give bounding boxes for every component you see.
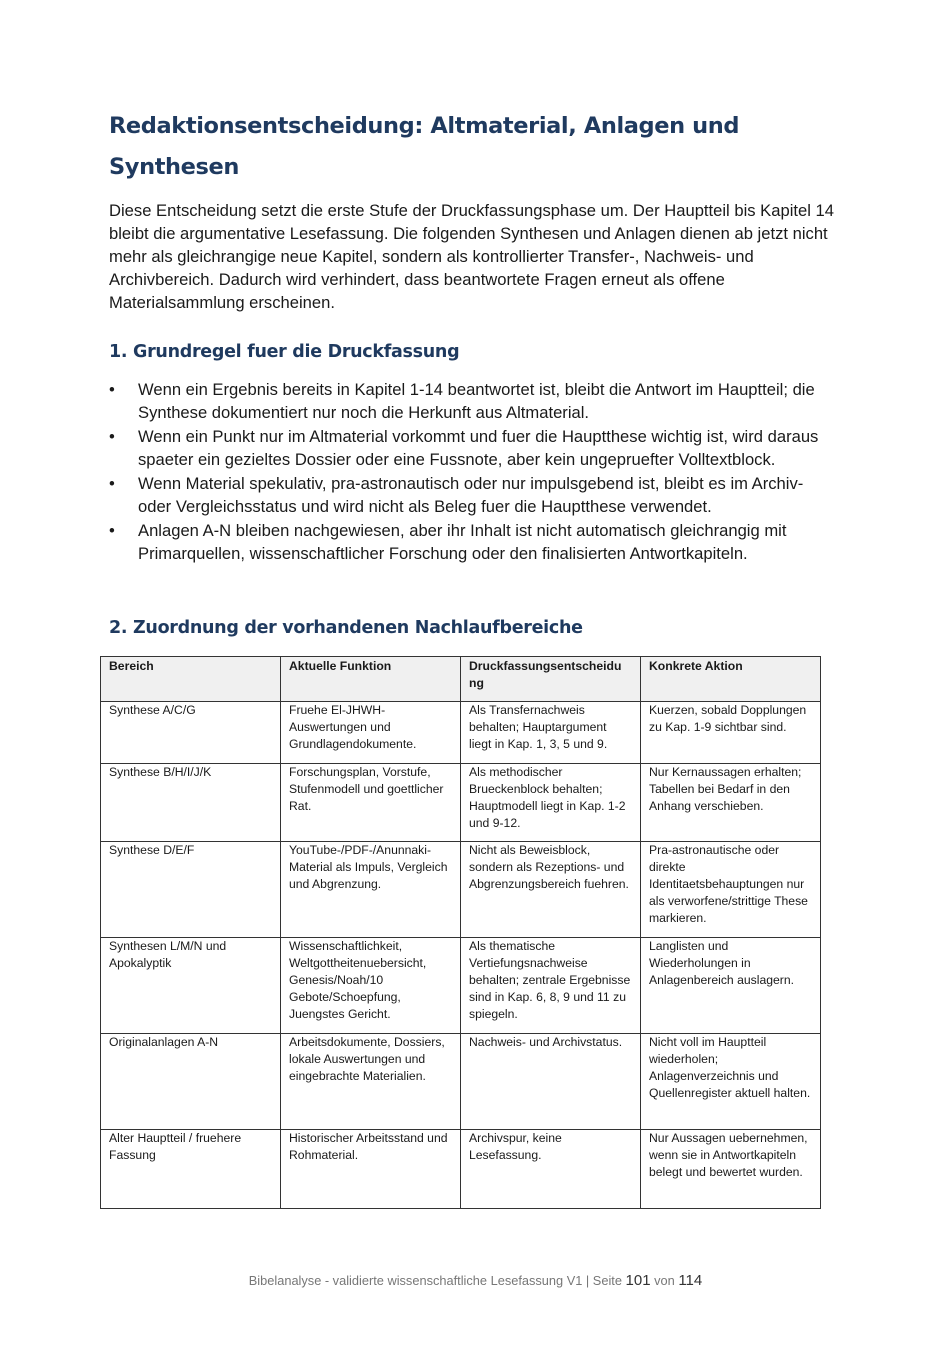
table-cell: Kuerzen, sobald Dopplungen zu Kap. 1-9 sichtbar sind. xyxy=(641,702,821,764)
table-row xyxy=(101,938,821,1034)
table-cell: Nur Kernaussagen erhalten; Tabellen bei Bedarf in den Anhang verschieben. xyxy=(641,764,821,842)
bullet-icon: • xyxy=(109,474,115,493)
table-row xyxy=(101,1034,821,1130)
table-cell: Fruehe El-JHWH-Auswertungen und Grundlagendokumente. xyxy=(281,702,461,764)
intro-paragraph: Diese Entscheidung setzt die erste Stufe der Druckfassungsphase um. Der Hauptteil bis Kapitel 14 bleibt die argumentative Lesefassung. Die folgenden Synthesen und Anlagen dienen ab jetzt nicht mehr als gleichrangige neue Kapitel, sondern als kontrollierter Transfer-, Nachweis- und Archivbereich. Dadurch wird verhindert, dass beantwortete Fragen erneut als offene Materialsammlung erscheinen. xyxy=(109,201,834,312)
table-cell: Nur Aussagen uebernehmen, wenn sie in Antwortkapiteln belegt und bewertet wurden. xyxy=(641,1130,821,1209)
table-cell: Als thematische Vertiefungsnachweise behalten; zentrale Ergebnisse sind in Kap. 6, 8, 9 und 11 zu spiegeln. xyxy=(461,938,641,1034)
column-header-bereich: Bereich xyxy=(101,657,281,702)
table-cell: Als methodischer Brueckenblock behalten; Hauptmodell liegt in Kap. 1-2 und 9-12. xyxy=(461,764,641,842)
table-row xyxy=(101,764,821,842)
table-cell: Alter Hauptteil / fruehere Fassung xyxy=(101,1130,281,1209)
table-cell: Nicht voll im Hauptteil wiederholen; Anlagenverzeichnis und Quellenregister aktuell halten. xyxy=(641,1034,821,1130)
table-cell: Langlisten und Wiederholungen in Anlagenbereich auslagern. xyxy=(641,938,821,1034)
list-item-text: Wenn ein Punkt nur im Altmaterial vorkommt und fuer die Hauptthese wichtig ist, wird daraus spaeter ein gezieltes Dossier oder eine Fussnote, aber kein ungepruefter Volltextblock. xyxy=(138,427,819,469)
list-item xyxy=(109,519,839,565)
list-item xyxy=(109,378,839,424)
table-cell: Synthesen L/M/N und Apokalyptik xyxy=(101,938,281,1034)
column-header-entscheidung: Druckfassungsentscheidu ng xyxy=(461,657,641,702)
list-item xyxy=(109,425,839,471)
table-row xyxy=(101,1130,821,1209)
section-heading-zuordnung: 2. Zuordnung der vorhandenen Nachlaufbereiche xyxy=(109,618,583,638)
section-heading-grundregel: 1. Grundregel fuer die Druckfassung xyxy=(109,342,460,362)
table-cell: Wissenschaftlichkeit, Weltgottheitenuebersicht, Genesis/Noah/10 Gebote/Schoepfung, Juengstes Gericht. xyxy=(281,938,461,1034)
table-cell: YouTube-/PDF-/Anunnaki-Material als Impuls, Vergleich und Abgrenzung. xyxy=(281,842,461,938)
page-footer xyxy=(0,1272,951,1289)
table-cell: Arbeitsdokumente, Dossiers, lokale Auswertungen und eingebrachte Materialien. xyxy=(281,1034,461,1130)
table-row xyxy=(101,702,821,764)
table-cell: Historischer Arbeitsstand und Rohmaterial. xyxy=(281,1130,461,1209)
table-row xyxy=(101,842,821,938)
column-header-aktion: Konkrete Aktion xyxy=(641,657,821,702)
list-item-text: Wenn Material spekulativ, pra-astronautisch oder nur impulsgebend ist, bleibt es im Archiv- oder Vergleichsstatus und wird nicht als Beleg fuer die Hauptthese verwendet. xyxy=(138,474,804,516)
table-cell: Originalanlagen A-N xyxy=(101,1034,281,1130)
table-cell: Nachweis- und Archivstatus. xyxy=(461,1034,641,1130)
page-number: 101 xyxy=(625,1272,651,1289)
bullet-icon: • xyxy=(109,521,115,540)
bullet-icon: • xyxy=(109,427,115,446)
table-cell: Synthese D/E/F xyxy=(101,842,281,938)
table-cell: Forschungsplan, Vorstufe, Stufenmodell und goettlicher Rat. xyxy=(281,764,461,842)
list-item-text: Wenn ein Ergebnis bereits in Kapitel 1-14 beantwortet ist, bleibt die Antwort im Hauptteil; die Synthese dokumentiert nur noch die Herkunft aus Altmaterial. xyxy=(138,380,815,422)
table-cell: Archivspur, keine Lesefassung. xyxy=(461,1130,641,1209)
page-total: 114 xyxy=(678,1272,703,1289)
footer-of-label: von xyxy=(654,1273,675,1288)
bullet-icon: • xyxy=(109,380,115,399)
list-item-text: Anlagen A-N bleiben nachgewiesen, aber ihr Inhalt ist nicht automatisch gleichrangig mit Primarquellen, wissenschaftlicher Forschung oder den finalisierten Antwortkapiteln. xyxy=(138,521,787,563)
table-cell: Als Transfernachweis behalten; Hauptargument liegt in Kap. 1, 3, 5 und 9. xyxy=(461,702,641,764)
column-header-funktion: Aktuelle Funktion xyxy=(281,657,461,702)
table-cell: Nicht als Beweisblock, sondern als Rezeptions- und Abgrenzungsbereich fuehren. xyxy=(461,842,641,938)
table-cell: Synthese A/C/G xyxy=(101,702,281,764)
table-cell: Pra-astronautische oder direkte Identitaetsbehauptungen nur als verworfene/strittige These markieren. xyxy=(641,842,821,938)
table-cell: Synthese B/H/I/J/K xyxy=(101,764,281,842)
footer-text: Bibelanalyse - validierte wissenschaftliche Lesefassung V1 | Seite xyxy=(248,1273,622,1288)
mapping-table xyxy=(100,656,821,1209)
table-header-row xyxy=(101,657,821,702)
list-item xyxy=(109,472,839,518)
page-title: Redaktionsentscheidung: Altmaterial, Anlagen und Synthesen xyxy=(109,113,740,180)
rules-list xyxy=(109,378,839,566)
